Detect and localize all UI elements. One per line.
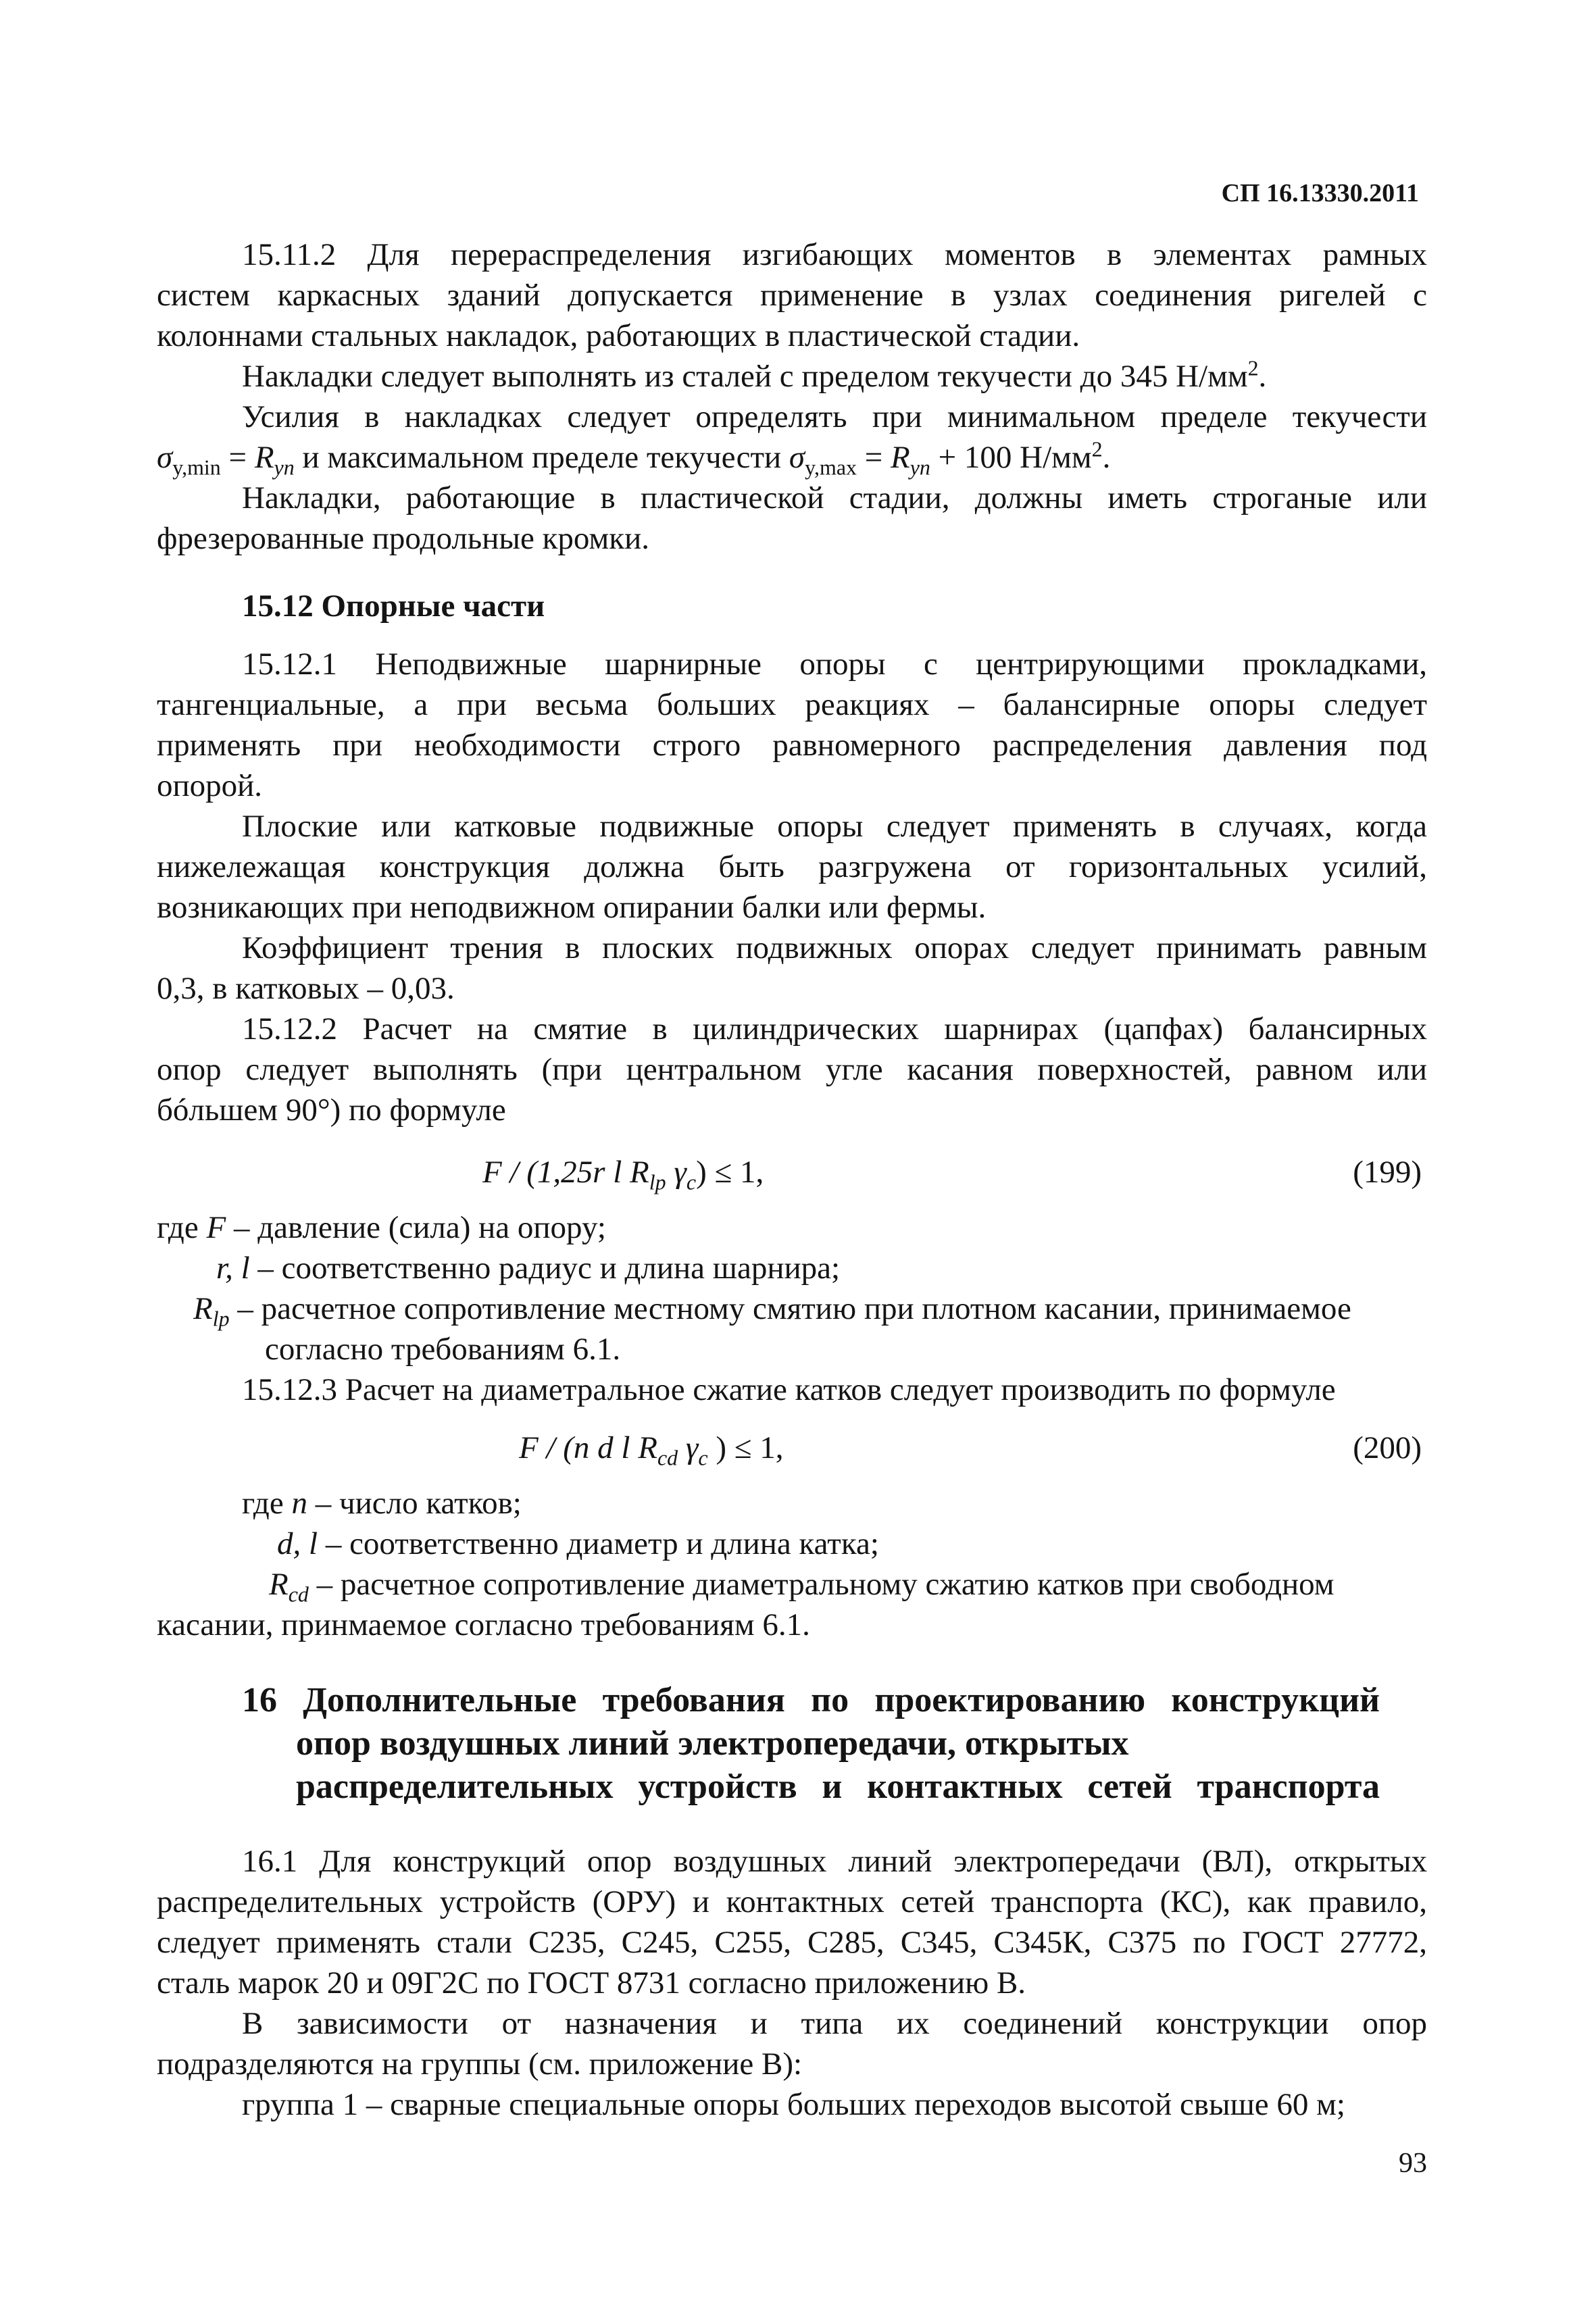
paragraph-16-1-line-1: 16.1 Для конструкций опор воздушных линий электропередачи (ВЛ), открытых: [242, 1844, 1427, 1879]
section-heading-16-line-2: опор воздушных линий электропередачи, открытых: [296, 1724, 1129, 1763]
paragraph-15-12-1-line-1: 15.12.1 Неподвижные шарнирные опоры с центрирующими прокладками,: [242, 647, 1427, 682]
paragraph-movable-supports-line-3: возникающих при неподвижном опирании балки или фермы.: [157, 890, 987, 925]
formula-200: F / (n d l $R_{cd}$ $\gamma_c$ ) ≤ 1,: [519, 1430, 784, 1470]
page-number: 93: [1399, 2148, 1427, 2179]
document-code-header: СП 16.13330.2011: [1221, 179, 1419, 207]
paragraph-15-11-2-line-1: 15.11.2 Для перераспределения изгибающих моментов в элементах рамных: [242, 237, 1427, 272]
paragraph-movable-supports-line-1: Плоские или катковые подвижные опоры следует применять в случаях, когда: [242, 809, 1427, 844]
paragraph-overlay-forces-line-1: Усилия в накладках следует определять при минимальном пределе текучести: [242, 399, 1427, 434]
where-rcd-definition-line-1: $R_{cd}$ – расчетное сопротивление диаметральному сжатию катков при свободном: [269, 1567, 1335, 1607]
paragraph-overlays-steel-limit: Накладки следует выполнять из сталей с пределом текучести до 345 $Н/мм^2$.: [242, 356, 1267, 394]
paragraph-movable-supports-line-2: нижележащая конструкция должна быть разгружена от горизонтальных усилий,: [157, 849, 1427, 884]
paragraph-16-1-line-3: следует применять стали С235, С245, С255, С285, С345, С345К, С375 по ГОСТ 27772,: [157, 1925, 1427, 1960]
where-d-l-definition: d, l – соответственно диаметр и длина катка;: [277, 1526, 879, 1561]
paragraph-15-12-2-line-2: опор следует выполнять (при центральном угле касания поверхностей, равном или: [157, 1052, 1427, 1087]
equation-number-199: (199): [1353, 1155, 1422, 1190]
paragraph-16-1-line-2: распределительных устройств (ОРУ) и контактных сетей транспорта (КС), как правило,: [157, 1884, 1427, 1919]
paragraph-15-12-1-line-2: тангенциальные, а при весьма больших реакциях – балансирные опоры следует: [157, 687, 1427, 722]
paragraph-friction-line-2: 0,3, в катковых – 0,03.: [157, 971, 455, 1006]
paragraph-overlay-edges-line-2: фрезерованные продольные кромки.: [157, 521, 649, 556]
where-rlp-definition-line-2: согласно требованиям 6.1.: [265, 1332, 621, 1367]
paragraph-groups-line-1: В зависимости от назначения и типа их соединений конструкции опор: [242, 2006, 1427, 2041]
paragraph-15-12-1-line-4: опорой.: [157, 768, 263, 803]
equation-number-200: (200): [1353, 1430, 1422, 1465]
section-heading-16-line-1: 16 Дополнительные требования по проектированию конструкций: [242, 1681, 1380, 1719]
paragraph-15-12-1-line-3: применять при необходимости строго равномерного распределения давления под: [157, 728, 1427, 763]
paragraph-15-12-3: 15.12.3 Расчет на диаметральное сжатие катков следует производить по формуле: [242, 1372, 1336, 1407]
where-rlp-definition-line-1: $R_{lp}$ – расчетное сопротивление местному смятию при плотном касании, принимаемое: [193, 1291, 1351, 1331]
paragraph-15-12-2-line-1: 15.12.2 Расчет на смятие в цилиндрических шарнирах (цапфах) балансирных: [242, 1011, 1427, 1047]
paragraph-15-11-2-line-2: систем каркасных зданий допускается применение в узлах соединения ригелей с: [157, 278, 1427, 313]
where-f-definition: где F – давление (сила) на опору;: [157, 1210, 606, 1245]
formula-199: F / (1,25r l $R_{lp}$ $\gamma_c) \le 1$,: [482, 1155, 764, 1194]
paragraph-16-1-line-4: сталь марок 20 и 09Г2С по ГОСТ 8731 согласно приложению В.: [157, 1965, 1026, 2001]
paragraph-groups-line-2: подразделяются на группы (см. приложение В):: [157, 2046, 803, 2082]
paragraph-overlay-edges-line-1: Накладки, работающие в пластической стадии, должны иметь строганые или: [242, 480, 1427, 515]
where-rcd-definition-line-2: касании, принмаемое согласно требованиям 6.1.: [157, 1607, 810, 1642]
paragraph-overlay-forces-line-2: $\sigma_{y,min} = R_{yn}$ и максимальном пределе текучести $\sigma_{y,max} = R_{yn} + 100$ $Н/мм^2$.: [157, 437, 1111, 480]
paragraph-15-11-2-line-3: колоннами стальных накладок, работающих в пластической стадии.: [157, 318, 1080, 353]
section-heading-15-12: 15.12 Опорные части: [242, 588, 545, 624]
paragraph-group-1: группа 1 – сварные специальные опоры больших переходов высотой свыше 60 м;: [242, 2087, 1345, 2122]
section-heading-16-line-3: распределительных устройств и контактных сетей транспорта: [296, 1767, 1380, 1806]
where-r-l-definition: r, l – соответственно радиус и длина шарнира;: [216, 1251, 841, 1286]
paragraph-15-12-2-line-3: бóльшем 90°) по формуле: [157, 1092, 506, 1128]
paragraph-friction-line-1: Коэффициент трения в плоских подвижных опорах следует принимать равным: [242, 930, 1427, 965]
where-n-definition: где n – число катков;: [242, 1486, 522, 1521]
